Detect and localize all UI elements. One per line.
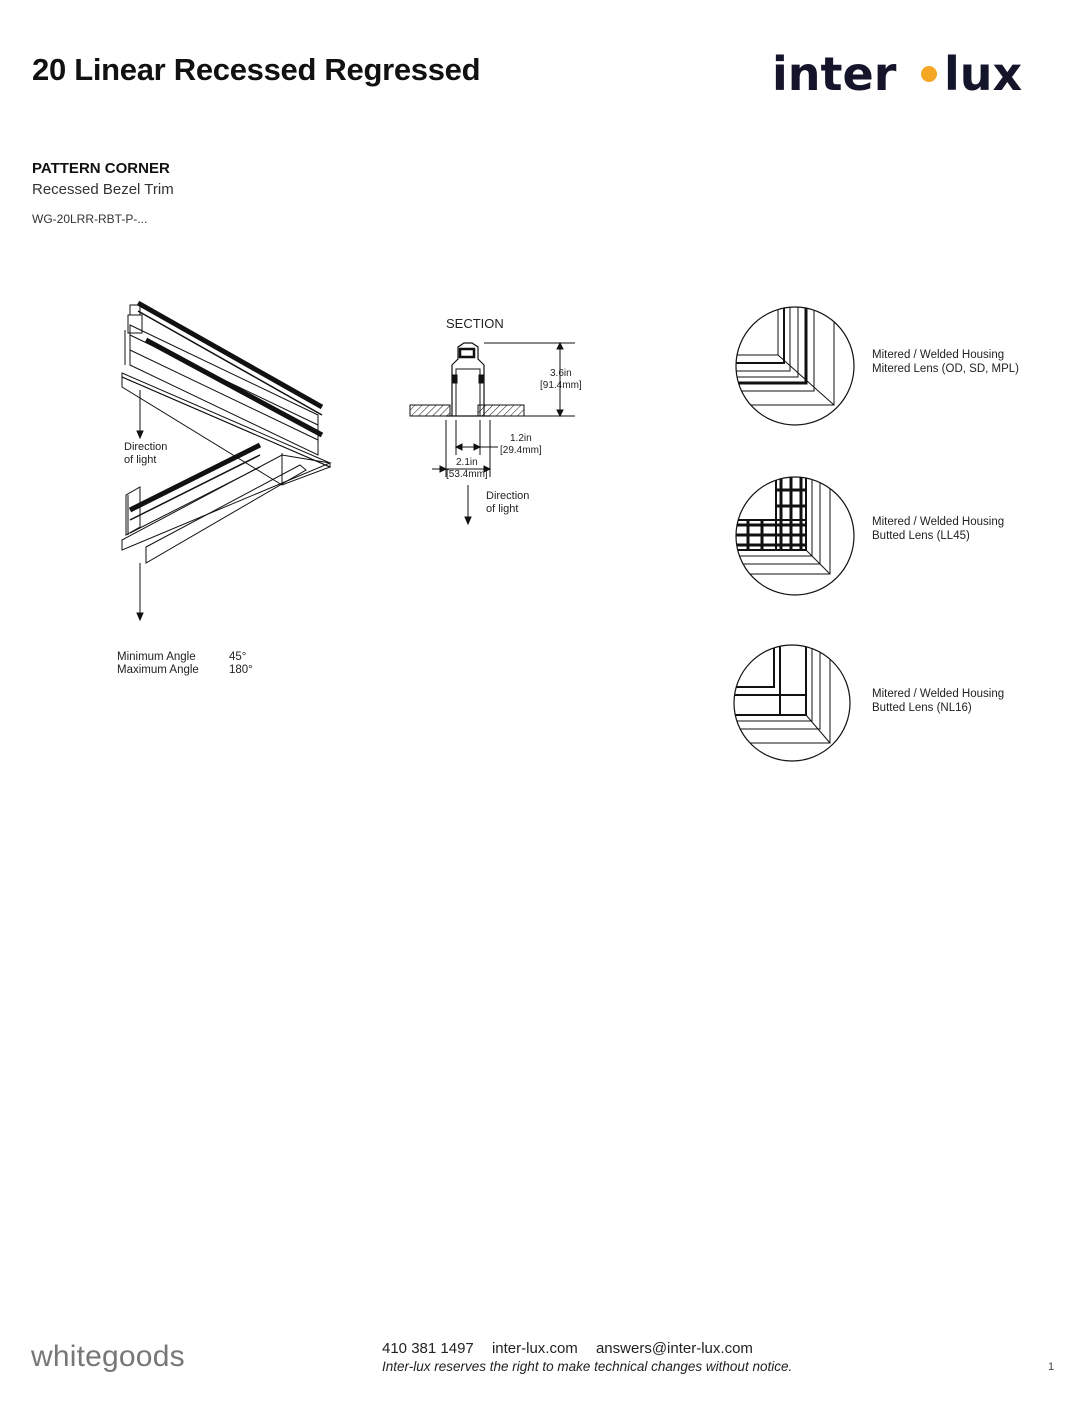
angle-specs [117,651,253,677]
outer-width-mm: 53.4mm [448,469,485,480]
footer-email[interactable]: answers@inter-lux.com [595,1340,753,1357]
logo-dot-icon [921,66,937,82]
footer-brand: whitegoods [31,1340,185,1373]
iso-direction-line2: of light [124,454,157,466]
detail-1-line2: Mitered Lens (OD, SD, MPL) [872,363,1019,375]
page-number: 1 [1048,1361,1055,1373]
footer-phone: 410 381 1497 [382,1340,474,1357]
butted-lens-ll45-detail-icon [732,474,858,598]
angle-row-max [117,664,253,677]
detail-1-label [872,348,1019,376]
detail-2-line1: Mitered / Welded Housing [872,516,1005,528]
section-label: SECTION [446,316,504,331]
detail-2-line2: Butted Lens (LL45) [872,530,970,542]
logo-text-right: lux [944,47,1023,101]
angle-row-min [117,651,253,664]
min-angle-value: 45° [229,651,247,663]
height-mm: 91.4mm [542,380,579,391]
iso-direction-line1: Direction [124,441,168,453]
detail-3-line2: Butted Lens (NL16) [872,702,972,714]
product-name: PATTERN CORNER [32,160,170,177]
detail-3-line1: Mitered / Welded Housing [872,688,1005,700]
page-title: 20 Linear Recessed Regressed [32,52,481,87]
outer-width-in: 2.1in [456,457,478,468]
product-description: Recessed Bezel Trim [32,181,174,198]
detail-1-line1: Mitered / Welded Housing [872,349,1005,361]
detail-3-label [872,687,1004,715]
mitered-lens-detail-icon [732,305,858,427]
footer-disclaimer: Inter-lux reserves the right to make technical changes without notice. [382,1359,793,1374]
footer-contact [382,1340,767,1357]
product-code: WG-20LRR-RBT-P-... [32,212,148,226]
inter-lux-logo [772,40,1052,104]
max-angle-label: Maximum Angle [117,664,199,676]
max-angle-value: 180° [229,664,253,676]
butted-lens-nl16-detail-icon [730,643,854,763]
min-angle-label: Minimum Angle [117,651,196,663]
logo-text-left: inter [772,47,897,101]
height-dimension-label: 3.6in [91.4mm] [540,368,582,391]
inner-width-dimension-label: 1.2in [29.4mm] [500,433,542,456]
iso-direction-label [124,441,167,467]
inner-width-in: 1.2in [510,433,532,444]
footer-website[interactable]: inter-lux.com [491,1340,578,1357]
section-direction-line2: of light [486,503,519,515]
inner-width-mm: 29.4mm [502,445,539,456]
section-direction-label [486,490,529,516]
height-in: 3.6in [550,368,572,379]
detail-2-label [872,515,1004,543]
outer-width-dimension-label: 2.1in [53.4mm] [446,457,488,480]
section-direction-line1: Direction [486,490,530,502]
